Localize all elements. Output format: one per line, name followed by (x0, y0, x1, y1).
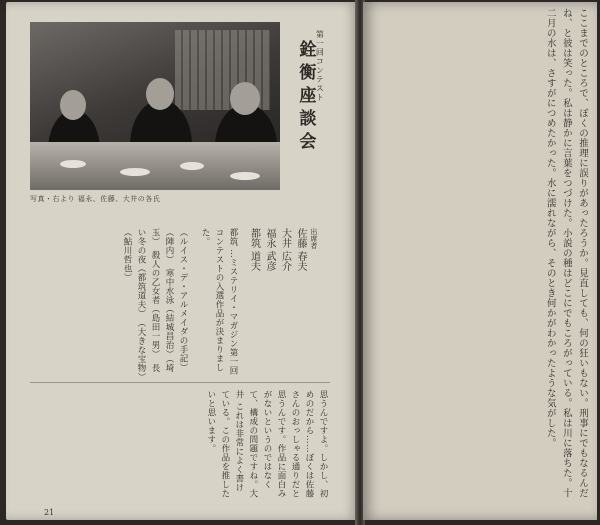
right-page-text: ここまでのところで、ぼくの推理に誤りがあったろうか。見直しても、何の狂いもない。刑事にでもなるんだね、と彼は笑った。私は静かに言葉をつづけた。小説の種はどこにでもころがっている。私は川に落ちた。十二月の水は、さすがにつめたかった。水に濡れながら、そのとき何かがわかったような気がした。 (544, 8, 588, 498)
participants-role: 出席者 (309, 228, 318, 249)
page-number: 21 (44, 508, 55, 517)
article-title: 銓衡座談会 (295, 40, 316, 155)
column-divider (30, 382, 330, 383)
participant-name: 佐藤 春夫 (295, 228, 306, 272)
participant-name: 福永 武彦 (264, 228, 275, 272)
body-column-lower: 思うんですよ。しかし、初めのだから……ぼくは佐藤さんのおっしゃる通りだと思うんです。作品に面白みがないというのではなくて、構成の問題ですね。大井 これは非常によく書けている。この作品を推したいと思います。 (205, 390, 328, 498)
participant-name: 大井 広介 (279, 228, 291, 272)
participant-name: 都筑 道夫 (248, 228, 260, 272)
article-series: 第一回コンテスト (315, 30, 325, 102)
roundtable-photo (30, 22, 280, 190)
participants-list (246, 228, 319, 348)
photo-caption: 写真・右より 福永、佐藤、大井の各氏 (30, 195, 161, 203)
body-column-upper-left: （ルイス・デ・アルメイダの手記）（陣内） 寒中水泳（結城昌治）（埼玉） 殺人の乙女者（島田一男） 長い冬の夜（都筑道夫） （大きな宝物）（鮎川哲也） (121, 228, 188, 378)
body-column-upper-right: 都筑 …ミステリイ・マガジン第一回コンテストの入選作品が決まりました。 (199, 228, 238, 376)
